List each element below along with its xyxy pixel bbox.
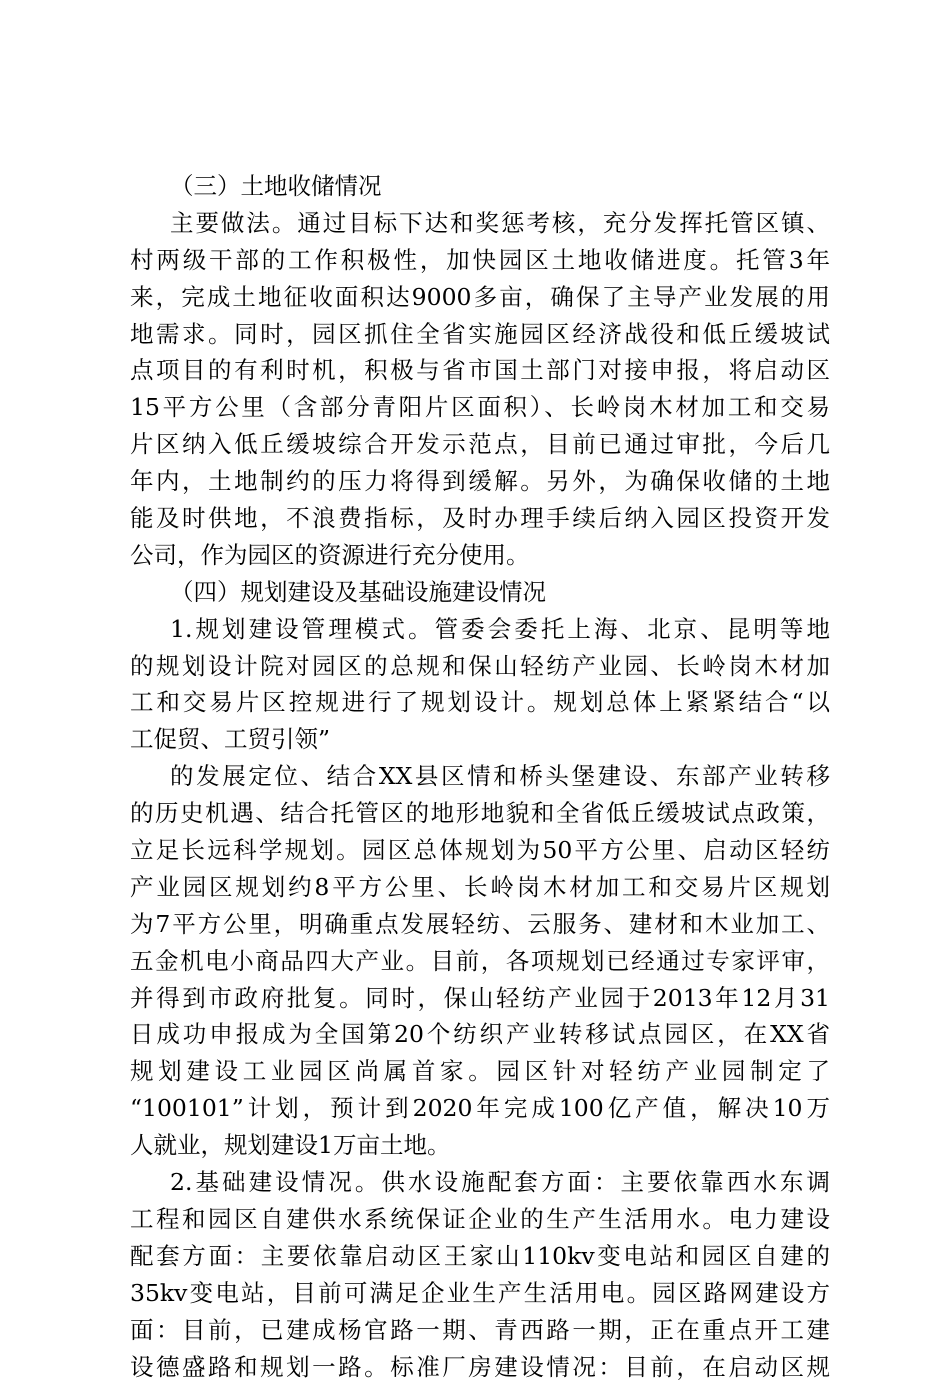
text-line: 人就业，规划建设1万亩土地。 bbox=[130, 1127, 830, 1164]
text-line: 地需求。同时，园区抓住全省实施园区经济战役和低丘缓坡试 bbox=[130, 316, 830, 353]
document-page bbox=[130, 168, 830, 1385]
text-line: 主要做法。通过目标下达和奖惩考核，充分发挥托管区镇、 bbox=[130, 205, 830, 242]
text-line: 35kv变电站，目前可满足企业生产生活用电。园区路网建设方 bbox=[130, 1275, 830, 1312]
text-line: 公司，作为园区的资源进行充分使用。 bbox=[130, 537, 830, 574]
paragraph bbox=[130, 611, 830, 759]
text-line: 立足长远科学规划。园区总体规划为50平方公里、启动区轻纺 bbox=[130, 832, 830, 869]
text-line: 面：目前，已建成杨官路一期、青西路一期，正在重点开工建 bbox=[130, 1312, 830, 1349]
text-line: 为7平方公里，明确重点发展轻纺、云服务、建材和木业加工、 bbox=[130, 906, 830, 943]
text-line: 来，完成土地征收面积达9000多亩，确保了主导产业发展的用 bbox=[130, 279, 830, 316]
paragraph bbox=[130, 1164, 830, 1385]
section-heading: （三）土地收储情况 bbox=[130, 168, 830, 205]
paragraph bbox=[130, 205, 830, 574]
text-line: 2.基础建设情况。供水设施配套方面：主要依靠西水东调 bbox=[130, 1164, 830, 1201]
text-line: 工程和园区自建供水系统保证企业的生产生活用水。电力建设 bbox=[130, 1201, 830, 1238]
text-line: 日成功申报成为全国第20个纺织产业转移试点园区，在XX省 bbox=[130, 1016, 830, 1053]
text-line: 15平方公里（含部分青阳片区面积）、长岭岗木材加工和交易 bbox=[130, 389, 830, 426]
text-line: 配套方面：主要依靠启动区王家山110kv变电站和园区自建的 bbox=[130, 1238, 830, 1275]
text-line: 的规划设计院对园区的总规和保山轻纺产业园、长岭岗木材加 bbox=[130, 648, 830, 685]
text-line: 工和交易片区控规进行了规划设计。规划总体上紧紧结合“以 bbox=[130, 684, 830, 721]
text-line: 设德盛路和规划一路。标准厂房建设情况：目前，在启动区规 bbox=[130, 1349, 830, 1385]
text-line: 点项目的有利时机，积极与省市国土部门对接申报，将启动区 bbox=[130, 352, 830, 389]
paragraph bbox=[130, 758, 830, 1164]
text-line: 产业园区规划约8平方公里、长岭岗木材加工和交易片区规划 bbox=[130, 869, 830, 906]
text-line: “100101”计划，预计到2020年完成100亿产值，解决10万 bbox=[130, 1090, 830, 1127]
text-line: 能及时供地，不浪费指标，及时办理手续后纳入园区投资开发 bbox=[130, 500, 830, 537]
text-line: 年内，土地制约的压力将得到缓解。另外，为确保收储的土地 bbox=[130, 463, 830, 500]
text-line: 的历史机遇、结合托管区的地形地貌和全省低丘缓坡试点政策， bbox=[130, 795, 830, 832]
text-line: 的发展定位、结合XX县区情和桥头堡建设、东部产业转移 bbox=[130, 758, 830, 795]
text-line: 片区纳入低丘缓坡综合开发示范点，目前已通过审批，今后几 bbox=[130, 426, 830, 463]
text-line: 并得到市政府批复。同时，保山轻纺产业园于2013年12月31 bbox=[130, 980, 830, 1017]
text-line: 村两级干部的工作积极性，加快园区土地收储进度。托管3年 bbox=[130, 242, 830, 279]
text-line: 规划建设工业园区尚属首家。园区针对轻纺产业园制定了 bbox=[130, 1053, 830, 1090]
text-line: 工促贸、工贸引领” bbox=[130, 721, 830, 758]
section-heading: （四）规划建设及基础设施建设情况 bbox=[130, 574, 830, 611]
text-line: 五金机电小商品四大产业。目前，各项规划已经通过专家评审， bbox=[130, 943, 830, 980]
text-line: 1.规划建设管理模式。管委会委托上海、北京、昆明等地 bbox=[130, 611, 830, 648]
